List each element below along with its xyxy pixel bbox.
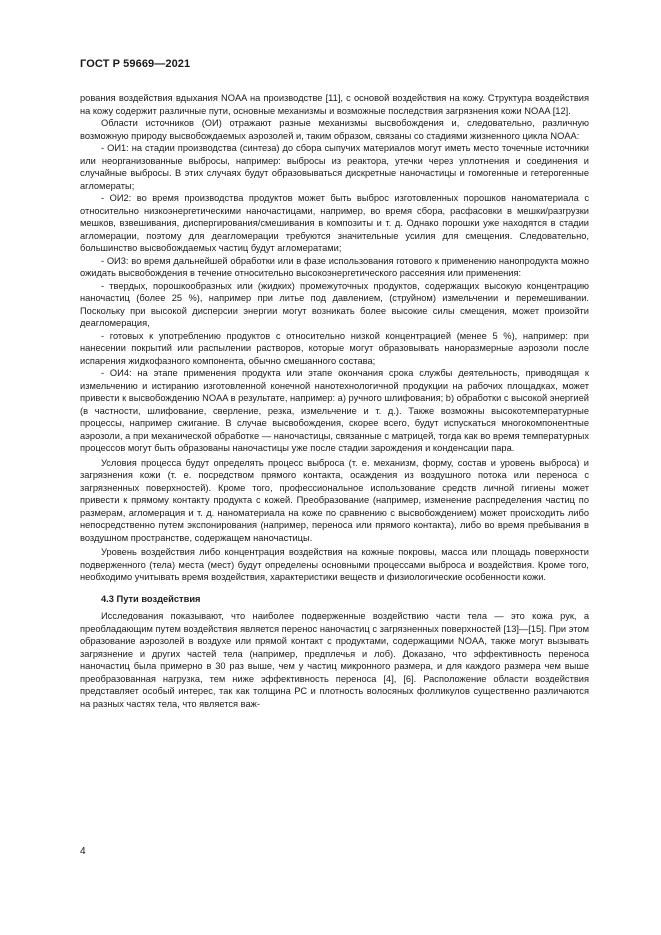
document-body [80, 92, 589, 710]
list-item-oi4: - ОИ4: на этапе применения продукта или этапе окончания срока службы деятельность, приводящая к измельчению и истиранию изготовленной конечной нанотехнологичной продукции на рабочих площадках, может привести к высвобождению NOAA в результате, например: а) ручного шлифования; b) обработки с высокой энергией (в частности, шлифование, сверление, резка, измельчение и т. д.). Также возможны высокотемпературные процессы, например сжигание. В случае высвобождения, скорее всего, будут испускаться многокомпонентные аэрозоли, а при механической обработке — наночастицы, связанные с матрицей, тогда как во время температурных процессов могут быть образованы наночастицы уже после стадии зарождения и конденсации пара. [80, 368, 589, 453]
list-subitem-solid-products: - твердых, порошкообразных или (жидких) промежуточных продуктов, содержащих высокую концентрацию наночастиц (более 25 %), например при литье под давлением, (струйном) измельчении и перемешивании. Поскольку при высокой дисперсии энергии могут возникать более высокие силы смещения, может произойти деагломерация, [80, 280, 589, 328]
page-number: 4 [80, 846, 86, 857]
list-item-oi3: - ОИ3: во время дальнейшей обработки или в фазе использования готового к применению нанопродукта можно ожидать высвобождения в течение относительно высокоэнергетического рассеяния или применения: [80, 255, 589, 278]
paragraph-process-conditions: Условия процесса будут определять процесс выброса (т. е. механизм, форму, состав и уровень выброса) и загрязнения кожи (т. е. посредством прямого контакта, осаждения из воздушного потока или переноса с загрязненных поверхностей). Кроме того, профессиональное использование средств личной гигиены может привести к прямому контакту продукта с кожей. Преобразование (например, изменение распределения частиц по размерам, агломерация и т. д. наноматериала на коже по сравнению с высвобождением) может происходить либо непосредственно путем экспонирования (например, переноса или прямого контакта), либо во время пребывания в воздушном пространстве, содержащем наночастицы. [80, 457, 589, 543]
list-item-oi1: - ОИ1: на стадии производства (синтеза) до сбора сыпучих материалов могут иметь место точечные источники или неорганизованные выбросы, например: выбросы из реактора, утечки через уплотнения и соединения и случайные выбросы. В этих случаях будут образовываться дискретные наночастицы и гомогенные и гетерогенные агломераты; [80, 143, 589, 191]
paragraph-continuation: рования воздействия вдыхания NOAA на производстве [11], с основой воздействия на кожу. Структура воздействия на кожу содержит различные пути, основные механизмы и возможные последствия загрязнения кожи NOAA [12]. [80, 93, 589, 116]
paragraph-source-areas: Области источников (ОИ) отражают разные механизмы высвобождения и, следовательно, различную возможную природу высвобождаемых аэрозолей и, таким образом, связаны со стадиями жизненного цикла NOAA: [80, 118, 589, 141]
section-heading: 4.3 Пути воздействия [101, 593, 201, 604]
list-item-oi2: - ОИ2: во время производства продуктов может быть выброс изготовленных порошков наноматериала с относительно низкоэнергетическими наночастицами, например, во время сбора, расфасовки в мешки/разгрузки мешков, взвешивания, диспергирования/смешивания в композиты и т. д. Однако порошки уже находятся в стадии агломерации, поэтому для деагломерации требуются значительные усилия для смещения. Следовательно, большинство высвобождаемых частиц будут агломератами; [80, 193, 589, 253]
list-subitem-ready-products: - готовых к употреблению продуктов с относительно низкой концентрацией (менее 5 %), например: при нанесении покрытий или распылении растворов, которые могут образовывать наноразмерные аэрозоли после испарения жидкофазного компонента, обычно смешанного состава; [80, 330, 589, 366]
paragraph-research: Исследования показывают, что наиболее подверженные воздействию части тела — это кожа рук, а преобладающим путем воздействия является перенос наночастиц с загрязненных поверхностей [13]—[15]. При этом образование аэрозолей в воздухе или прямой контакт с продуктами, содержащими NOAA, также могут вызывать загрязнение и других частей тела (например, предплечья и лоб). Доказано, что эффективность переноса наночастиц была примерно в 30 раз выше, чем у частиц микронного размера, и для каждого размера чем выше преобразованная нагрузка, тем ниже эффективность переноса [4], [6]. Расположение области воздействия представляет особый интерес, так как толщина РС и плотность волосяных фолликулов существенно различаются на разных частях тела, что является важ- [80, 611, 589, 709]
standard-header: ГОСТ Р 59669—2021 [80, 58, 191, 70]
paragraph-exposure-level: Уровень воздействия либо концентрация воздействия на кожные покровы, масса или площадь поверхности подверженного (тела) места (мест) будут определены основными процессами выброса и воздействия. Кроме того, необходимо учитывать время воздействия, характеристики веществ и физиологические особенности кожи. [80, 547, 589, 582]
